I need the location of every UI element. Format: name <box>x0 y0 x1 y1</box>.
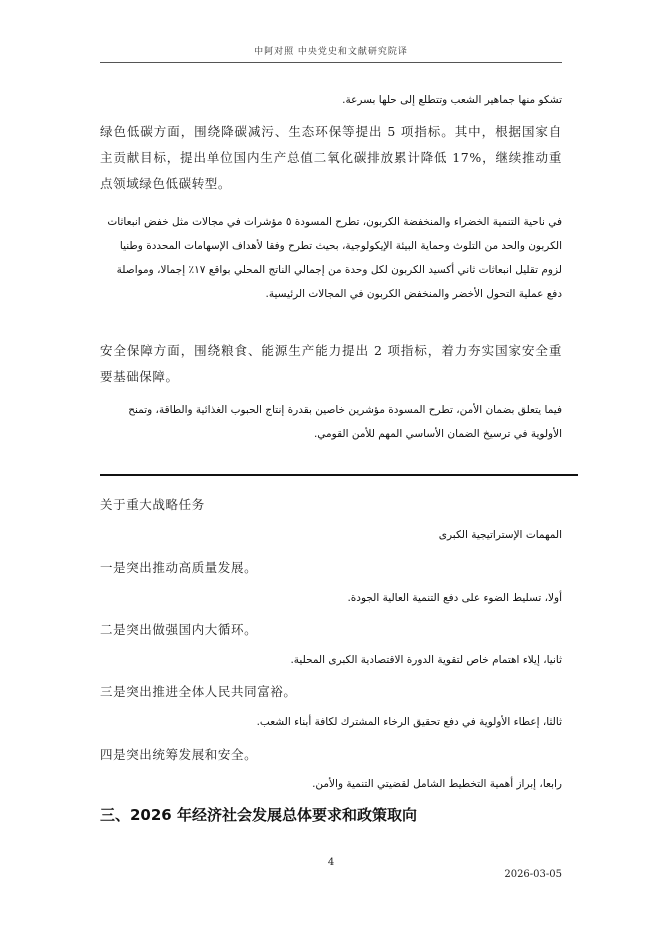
ar-task-item: ثانيا، إيلاء اهتمام خاص لتقوية الدورة الاقتصادية الكبرى المحلية. <box>290 654 562 666</box>
page-header: 中阿对照 中央党史和文献研究院译 <box>254 47 408 57</box>
ar-task-item: رابعا، إبراز أهمية التخطيط الشامل لقضيتي التنمية والأمن. <box>312 778 562 790</box>
zh-task-item: 一是突出推动高质量发展。 <box>100 560 258 575</box>
zh-tasks-title: 关于重大战略任务 <box>100 497 205 512</box>
zh-task-item: 四是突出统筹发展和安全。 <box>100 747 258 762</box>
zh-task-item: 三是突出推进全体人民共同富裕。 <box>100 684 297 699</box>
ar-security-paragraph: فيما يتعلق بضمان الأمن، تطرح المسودة مؤشرين خاصين بقدرة إنتاج الحبوب الغذائية والطاقة، وتمنح الأولوية في ترسيخ الضمان الأساسي المهم للأمن القومي. <box>128 404 562 440</box>
section-heading: 三、2026 年经济社会发展总体要求和政策取向 <box>100 806 417 824</box>
zh-task-item: 二是突出做强国内大循环。 <box>100 622 258 637</box>
ar-green-paragraph: في ناحية التنمية الخضراء والمنخفضة الكربون، تطرح المسودة ٥ مؤشرات في مجالات مثل خفض انبعاثات الكربون والحد من التلوث وحماية البيئة الإيكولوجية، بحيث تطرح وفقا لأهداف الإسهامات المحددة وطنيا لزوم تقليل انبعاثات ثاني أكسيد الكربون لكل وحدة من إجمالي الناتج المحلي بواقع ١٧٪ إجمالا، ومواصلة دفع عملية التحول الأخضر والمنخفض الكربون في المجالات الرئيسية. <box>107 216 562 300</box>
arabic-intro-tail: تشكو منها جماهير الشعب وتتطلع إلى حلها بسرعة. <box>342 94 562 106</box>
section-divider <box>100 474 578 476</box>
zh-security-paragraph: 安全保障方面，围绕粮食、能源生产能力提出 2 项指标，着力夯实国家安全重要基础保障。 <box>100 343 562 384</box>
ar-task-item: أولا، تسليط الضوء على دفع التنمية العالية الجودة. <box>347 592 562 604</box>
header-divider <box>100 62 562 63</box>
page-date: 2026-03-05 <box>504 869 562 880</box>
page-number: 4 <box>327 857 335 868</box>
ar-tasks-title: المهمات الإستراتيجية الكبرى <box>438 529 562 541</box>
ar-task-item: ثالثا، إعطاء الأولوية في دفع تحقيق الرخاء المشترك لكافة أبناء الشعب. <box>256 716 562 728</box>
zh-green-paragraph: 绿色低碳方面，围绕降碳减污、生态环保等提出 5 项指标。其中，根据国家自主贡献目标，提出单位国内生产总值二氧化碳排放累计降低 17%，继续推动重点领域绿色低碳转型。 <box>100 124 562 191</box>
